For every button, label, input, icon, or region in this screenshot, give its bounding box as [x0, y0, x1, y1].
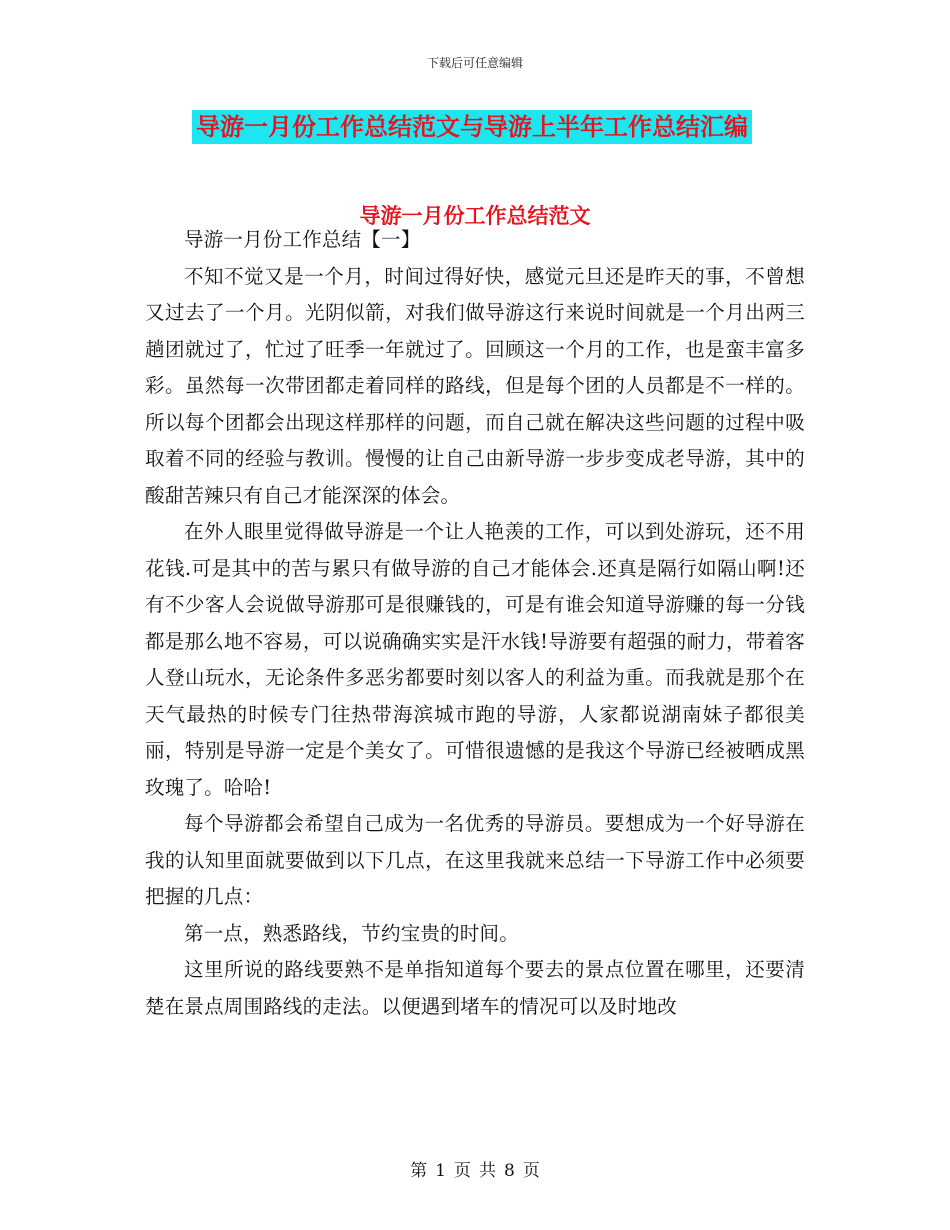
paragraph: 这里所说的路线要熟不是单指知道每个要去的景点位置在哪里，还要清楚在景点周围路线的走法。以便遇到堵车的情况可以及时地改	[145, 958, 805, 1018]
footer-page-number: 1	[435, 1161, 446, 1181]
footer-total-unit: 页	[522, 1161, 540, 1181]
footer-page-unit: 页	[454, 1161, 471, 1181]
footer-page-label: 第	[410, 1161, 428, 1181]
document-title: 导游一月份工作总结范文与导游上半年工作总结汇编	[192, 110, 752, 144]
paragraph: 每个导游都会希望自己成为一名优秀的导游员。要想成为一个好导游在我的认知里面就要做到以下几点，在这里我就来总结一下导游工作中必须要把握的几点：	[145, 812, 805, 908]
section-title: 导游一月份工作总结范文	[359, 204, 591, 228]
body-text	[145, 222, 805, 1025]
subheading: 导游一月份工作总结【一】	[184, 228, 421, 251]
paragraph: 不知不觉又是一个月，时间过得好快，感觉元旦还是昨天的事，不曾想又过去了一个月。光阴似箭，对我们做导游这行来说时间就是一个月出两三趟团就过了，忙过了旺季一年就过了。回顾这一个月的工作，也是蛮丰富多彩。虽然每一次带团都走着同样的路线，但是每个团的人员都是不一样的。所以每个团都会出现这样那样的问题，而自己就在解决这些问题的过程中吸取着不同的经验与教训。慢慢的让自己由新导游一步步变成老导游，其中的酸甜苦辣只有自己才能深深的体会。	[145, 264, 805, 507]
paragraph: 在外人眼里觉得做导游是一个让人艳羡的工作，可以到处游玩，还不用花钱.可是其中的苦与累只有做导游的自己才能体会.还真是隔行如隔山啊!还有不少客人会说做导游那可是很赚钱的，可是有谁会知道导游赚的每一分钱都是那么地不容易，可以说确确实实是汗水钱!导游要有超强的耐力，带着客人登山玩水，无论条件多恶劣都要时刻以客人的利益为重。而我就是那个在天气最热的时候专门往热带海滨城市跑的导游，人家都说湖南妹子都很美丽，特别是导游一定是个美女了。可惜很遗憾的是我这个导游已经被晒成黑玫瑰了。哈哈!	[145, 520, 805, 799]
paragraph: 第一点，熟悉路线，节约宝贵的时间。	[184, 921, 519, 945]
header-note: 下载后可任意编辑	[426, 56, 523, 70]
page-footer	[0, 1156, 950, 1181]
footer-total-label: 共	[479, 1161, 496, 1181]
footer-total-number: 8	[504, 1161, 515, 1181]
